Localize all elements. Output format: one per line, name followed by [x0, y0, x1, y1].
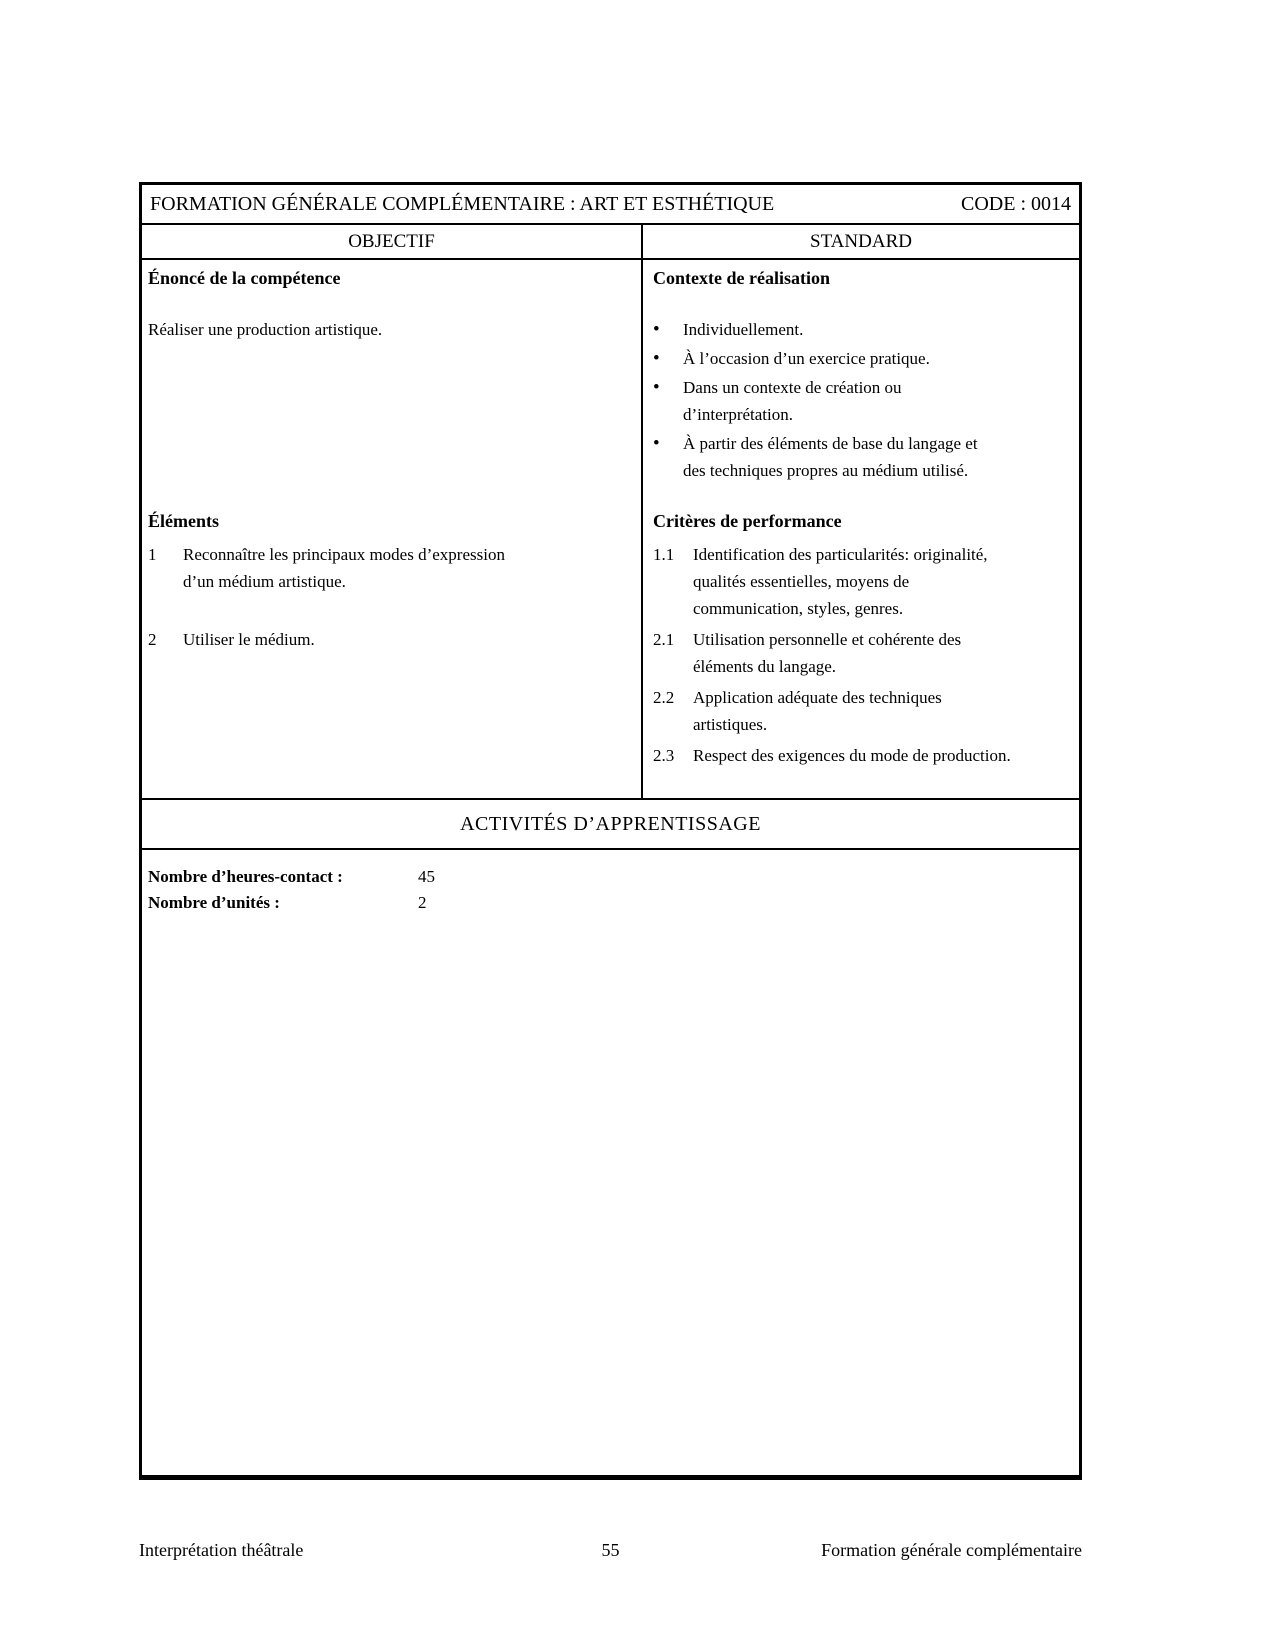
bullet-icon — [653, 345, 683, 372]
bullet-icon — [653, 316, 683, 343]
element-text: Utiliser le médium. — [183, 630, 315, 649]
criteres-block — [653, 508, 1073, 769]
contexte-heading: Contexte de réalisation — [653, 268, 830, 288]
enonce-text: Réaliser une production artistique. — [148, 320, 383, 339]
element-item — [148, 626, 633, 653]
page-footer — [139, 1540, 1082, 1561]
hours-contact-label: Nombre d’heures-contact : — [148, 867, 343, 886]
element-number: 1 — [148, 545, 157, 564]
critere-item — [653, 742, 1073, 769]
bullet-icon — [653, 374, 683, 428]
table-title-row — [142, 185, 1079, 225]
hours-contact-value: 45 — [418, 867, 435, 886]
units-label: Nombre d’unités : — [148, 893, 280, 912]
elements-block — [148, 508, 633, 653]
contexte-block — [653, 265, 1073, 508]
objectif-cell — [142, 260, 643, 798]
contexte-item-text: Individuellement. — [683, 320, 804, 339]
enonce-block — [148, 265, 633, 508]
elements-heading: Éléments — [148, 511, 219, 531]
list-item — [653, 316, 1073, 343]
critere-number: 2.2 — [653, 688, 675, 707]
units-row — [148, 890, 1071, 916]
element-item — [148, 541, 633, 595]
footer-section-name: Formation générale complémentaire — [821, 1540, 1082, 1560]
activities-heading: ACTIVITÉS D’APPRENTISSAGE — [460, 812, 761, 835]
critere-text: Respect des exigences du mode de production. — [693, 746, 1011, 765]
element-number: 2 — [148, 630, 157, 649]
critere-item — [653, 541, 1073, 622]
criteres-list — [653, 541, 1073, 769]
list-item — [653, 345, 1073, 372]
course-table — [139, 182, 1082, 1480]
critere-number: 1.1 — [653, 545, 675, 564]
course-code: CODE : 0014 — [961, 192, 1071, 215]
contexte-item-text: Dans un contexte de création ou d’interprétation. — [683, 378, 902, 424]
hours-contact-row — [148, 864, 1071, 890]
elements-list — [148, 541, 633, 653]
critere-number: 2.3 — [653, 746, 675, 765]
critere-text: Utilisation personnelle et cohérente des éléments du langage. — [693, 630, 962, 676]
document-title: FORMATION GÉNÉRALE COMPLÉMENTAIRE : ART ET ESTHÉTIQUE — [150, 192, 775, 215]
enonce-heading: Énoncé de la compétence — [148, 268, 341, 288]
criteres-heading: Critères de performance — [653, 511, 842, 531]
page-number: 55 — [601, 1540, 620, 1560]
content-row — [142, 260, 1079, 800]
footer-program-name: Interprétation théâtrale — [139, 1540, 304, 1560]
list-item — [653, 430, 1073, 484]
contexte-list — [653, 316, 1073, 484]
element-text: Reconnaître les principaux modes d’expression d’un médium artistique. — [183, 545, 505, 591]
list-item — [653, 374, 1073, 428]
critere-text: Application adéquate des techniques artistiques. — [693, 688, 942, 734]
column-headers-row — [142, 225, 1079, 260]
critere-number: 2.1 — [653, 630, 675, 649]
bullet-icon — [653, 430, 683, 484]
contexte-item-text: À l’occasion d’un exercice pratique. — [683, 349, 930, 368]
contexte-item-text: À partir des éléments de base du langage et des techniques propres au médium utilisé. — [683, 434, 978, 480]
standard-column-header: STANDARD — [810, 230, 912, 252]
critere-text: Identification des particularités: originalité, qualités essentielles, moyens de communication, styles, genres. — [693, 545, 988, 618]
activities-details-row — [142, 850, 1079, 1475]
critere-item — [653, 626, 1073, 680]
objectif-column-header: OBJECTIF — [142, 225, 643, 258]
standard-cell — [643, 260, 1079, 798]
activities-header-row — [142, 800, 1079, 850]
units-value: 2 — [418, 893, 427, 912]
critere-item — [653, 684, 1073, 738]
